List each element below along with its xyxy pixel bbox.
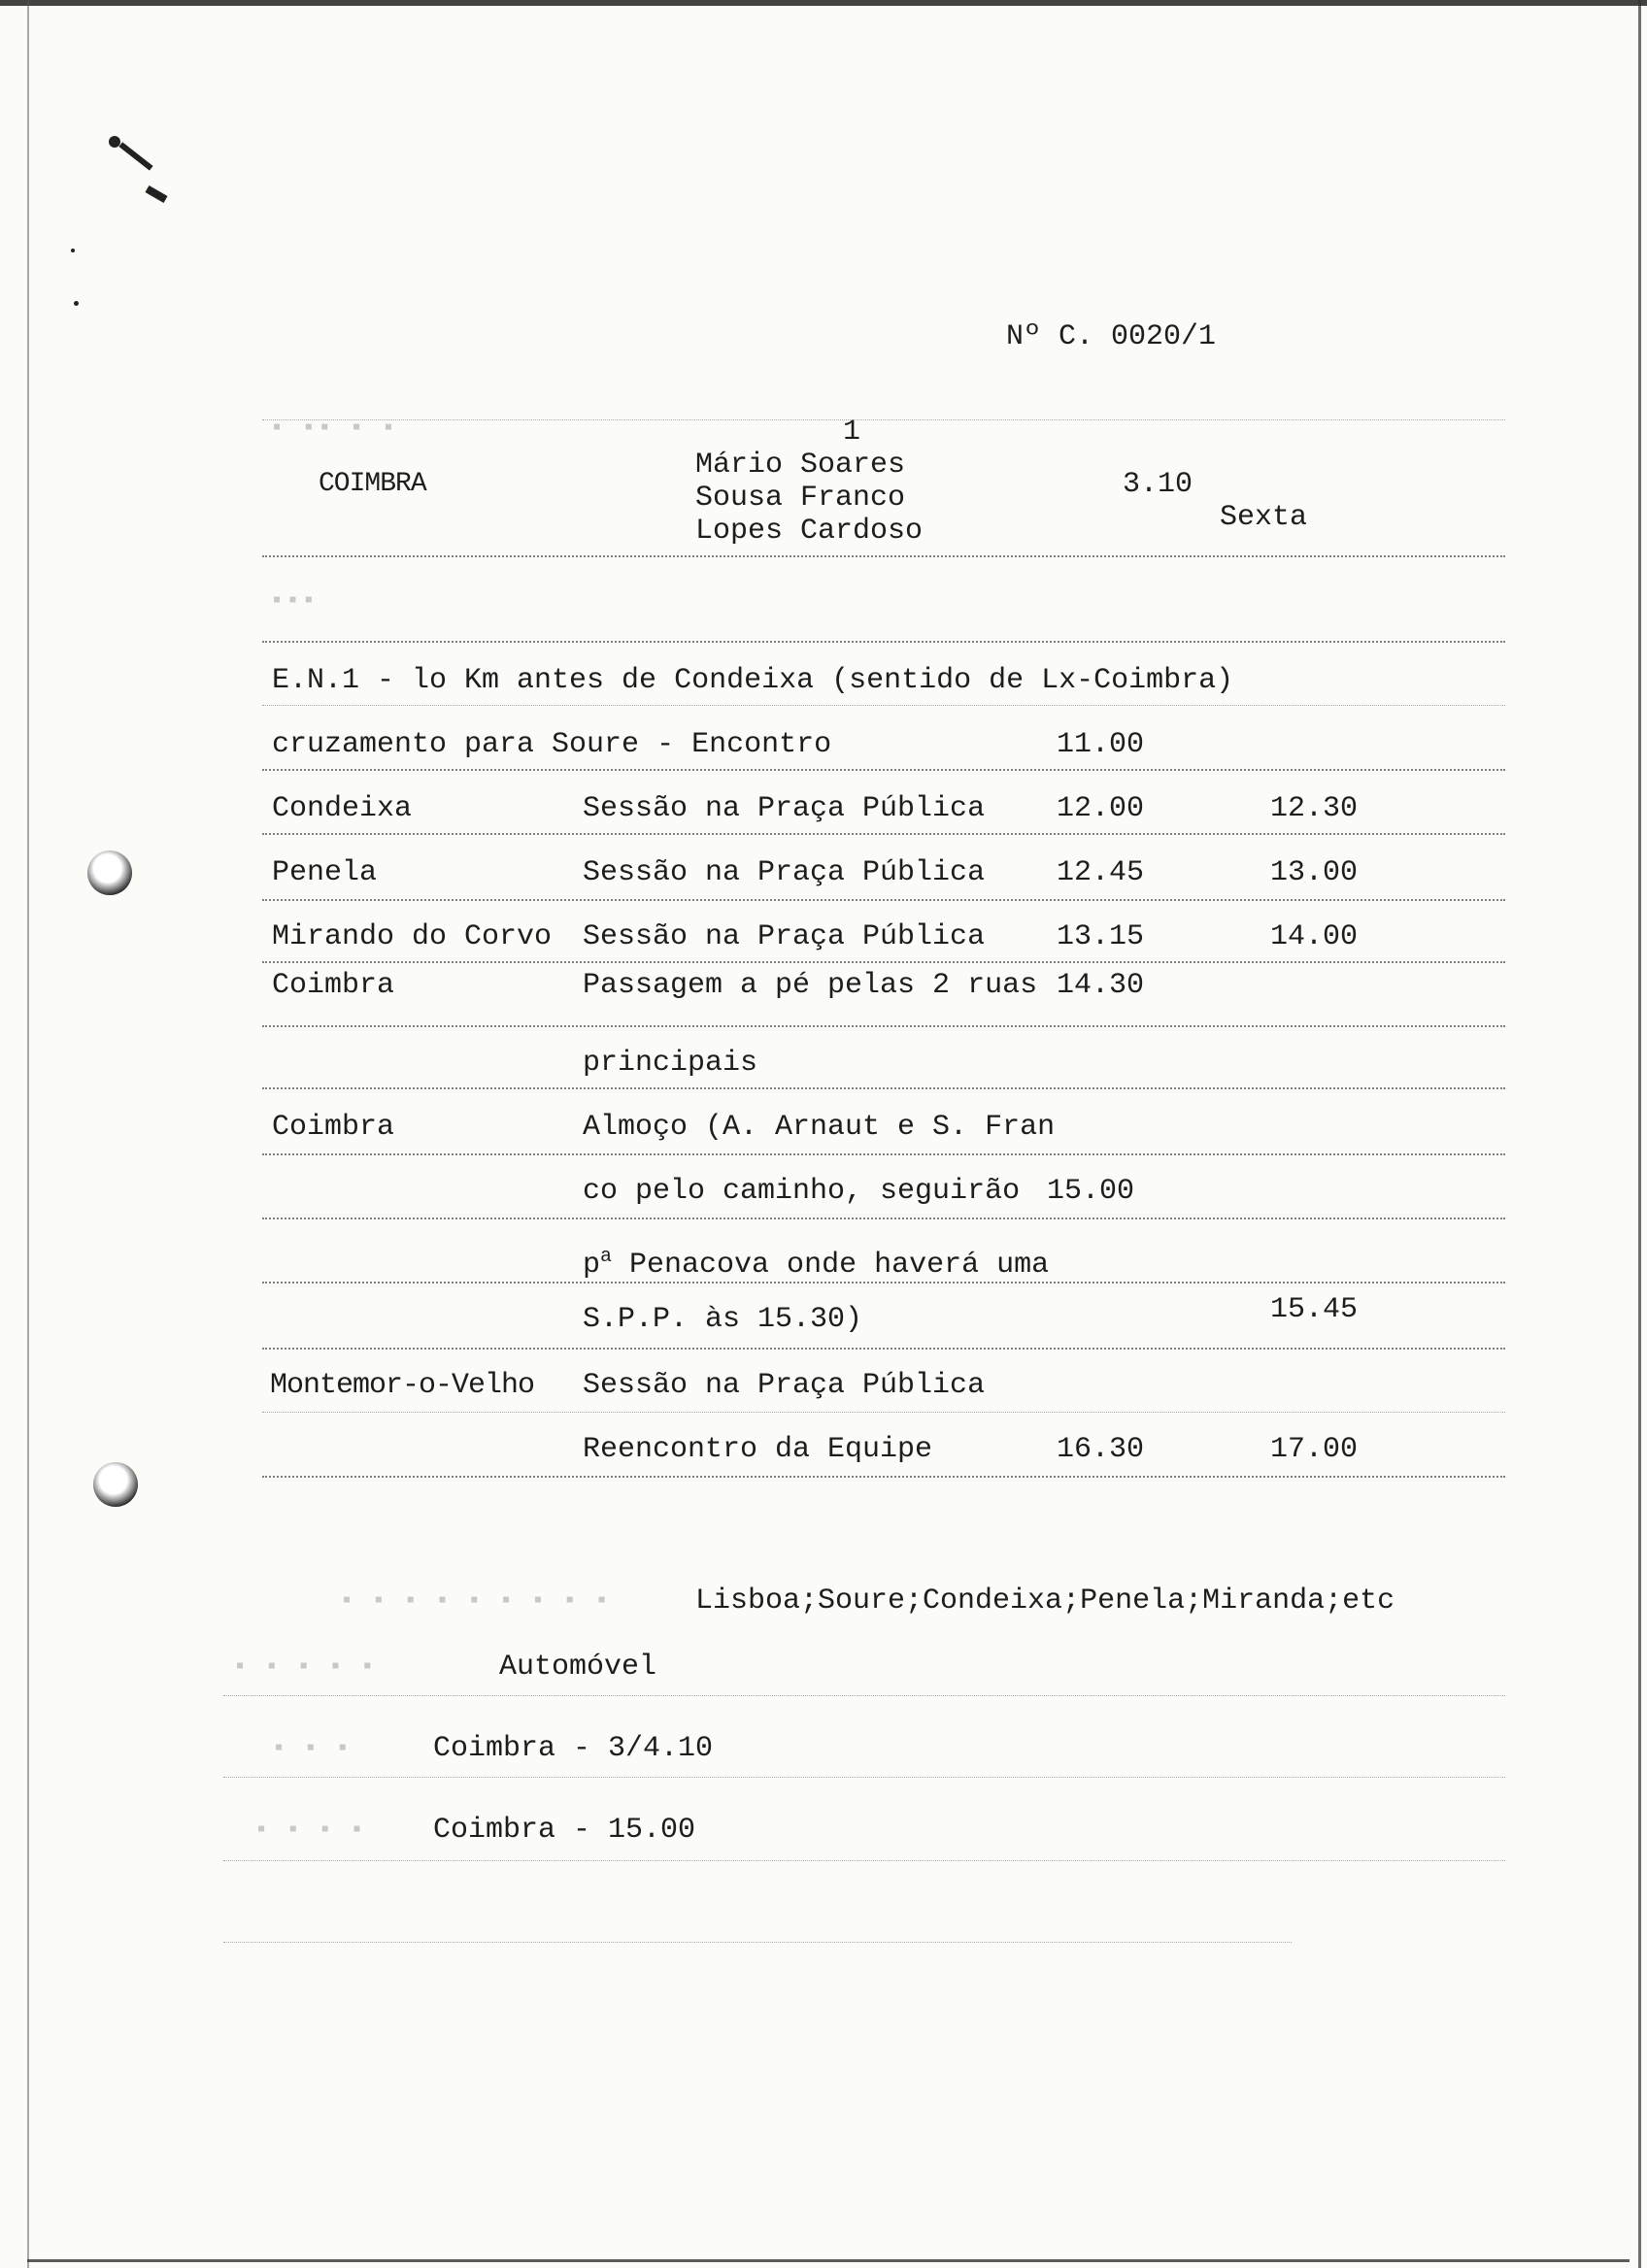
sheet-number: 1 <box>843 416 861 449</box>
divider <box>262 769 1505 771</box>
schedule-event: Sessão na Praça Pública <box>583 920 986 953</box>
faded-form-label: ▪ ▪ ▪ ▪ ▪ ▪ ▪ ▪ ▪ <box>340 1588 611 1615</box>
faded-form-label: ▪ ▪ ▪ ▪ ▪ <box>233 1654 377 1681</box>
document-number: Nº C. 0020/1 <box>1006 320 1217 353</box>
punch-hole-icon <box>93 1462 138 1507</box>
divider <box>262 1025 1505 1027</box>
divider <box>262 1153 1505 1155</box>
schedule-start: 12.45 <box>1057 856 1145 889</box>
schedule-start: 16.30 <box>1057 1433 1145 1466</box>
schedule-event: Sessão na Praça Pública <box>583 1369 986 1402</box>
route-line-2-time: 11.00 <box>1057 728 1145 761</box>
divider <box>262 1217 1505 1219</box>
divider <box>262 641 1505 643</box>
ink-mark <box>145 185 167 203</box>
transport: Automóvel <box>499 1651 657 1684</box>
divider <box>223 1695 1505 1696</box>
schedule-event: Sessão na Praça Pública <box>583 856 986 889</box>
schedule-end: 13.00 <box>1270 856 1359 889</box>
divider <box>223 1942 1292 1943</box>
faded-form-label: ▪ ▪▪ ▪ ▪ <box>270 416 398 442</box>
divider <box>262 1476 1505 1478</box>
ink-mark <box>74 301 79 306</box>
city-heading: COIMBRA <box>319 469 426 499</box>
schedule-event: S.P.P. às 15.30) <box>583 1303 863 1336</box>
itinerary: Lisboa;Soure;Condeixa;Penela;Miranda;etc <box>695 1584 1395 1618</box>
punch-hole-icon <box>87 850 132 895</box>
divider <box>223 1860 1505 1861</box>
schedule-place: Penela <box>272 856 378 889</box>
schedule-end: 12.30 <box>1270 792 1359 825</box>
divider <box>262 833 1505 835</box>
schedule-end: 15.45 <box>1270 1293 1359 1326</box>
divider <box>262 555 1505 557</box>
ink-mark <box>71 249 75 252</box>
schedule-event: principais <box>583 1047 758 1080</box>
participant-2: Sousa Franco <box>695 482 906 515</box>
route-line-1: E.N.1 - lo Km antes de Condeixa (sentido de Lx-Coimbra) <box>272 664 1234 697</box>
schedule-start: 15.00 <box>1047 1175 1135 1208</box>
date: 3.10 <box>1123 468 1193 501</box>
participant-1: Mário Soares <box>695 449 906 482</box>
schedule-end: 17.00 <box>1270 1433 1359 1466</box>
schedule-start: 14.30 <box>1057 969 1145 1002</box>
faded-form-label: ▪ ▪ ▪ ▪ <box>254 1818 366 1844</box>
schedule-place: Coimbra <box>272 969 395 1002</box>
scan-edge-top <box>0 0 1647 6</box>
ink-mark <box>118 142 152 170</box>
schedule-event <box>583 1241 1049 1282</box>
scan-edge-bottom <box>27 2259 1630 2262</box>
schedule-event: Almoço (A. Arnaut e S. Fran <box>583 1111 1056 1144</box>
route-line-2: cruzamento para Soure - Encontro <box>272 728 832 761</box>
schedule-place: Montemor-o-Velho <box>270 1369 535 1402</box>
divider <box>262 1348 1505 1350</box>
divider <box>262 705 1505 706</box>
schedule-place: Coimbra <box>272 1111 395 1144</box>
schedule-event-superscript: a <box>600 1246 613 1268</box>
lodging: Coimbra - 3/4.10 <box>433 1732 714 1765</box>
scan-edge-left <box>27 0 29 2268</box>
schedule-place: Condeixa <box>272 792 413 825</box>
divider <box>262 1282 1505 1284</box>
schedule-event-prefix: p <box>583 1249 601 1282</box>
schedule-start: 12.00 <box>1057 792 1145 825</box>
divider <box>262 961 1505 963</box>
divider <box>262 1087 1505 1089</box>
scan-edge-right <box>1638 0 1641 2268</box>
schedule-start: 13.15 <box>1057 920 1145 953</box>
departure: Coimbra - 15.00 <box>433 1814 696 1847</box>
participant-3: Lopes Cardoso <box>695 515 924 548</box>
weekday: Sexta <box>1220 501 1308 534</box>
schedule-event: co pelo caminho, seguirão <box>583 1175 1021 1208</box>
schedule-event: Reencontro da Equipe <box>583 1433 933 1466</box>
divider <box>262 1412 1505 1413</box>
divider <box>262 419 1505 420</box>
divider <box>223 1777 1505 1778</box>
faded-form-label: ▪▪▪ <box>270 588 319 615</box>
divider <box>262 899 1505 901</box>
faded-form-label: ▪ ▪ ▪ <box>272 1736 353 1762</box>
schedule-event-text: Penacova onde haverá uma <box>612 1249 1050 1282</box>
schedule-event: Sessão na Praça Pública <box>583 792 986 825</box>
schedule-end: 14.00 <box>1270 920 1359 953</box>
schedule-place: Mirando do Corvo <box>272 920 553 953</box>
schedule-event: Passagem a pé pelas 2 ruas <box>583 969 1038 1002</box>
